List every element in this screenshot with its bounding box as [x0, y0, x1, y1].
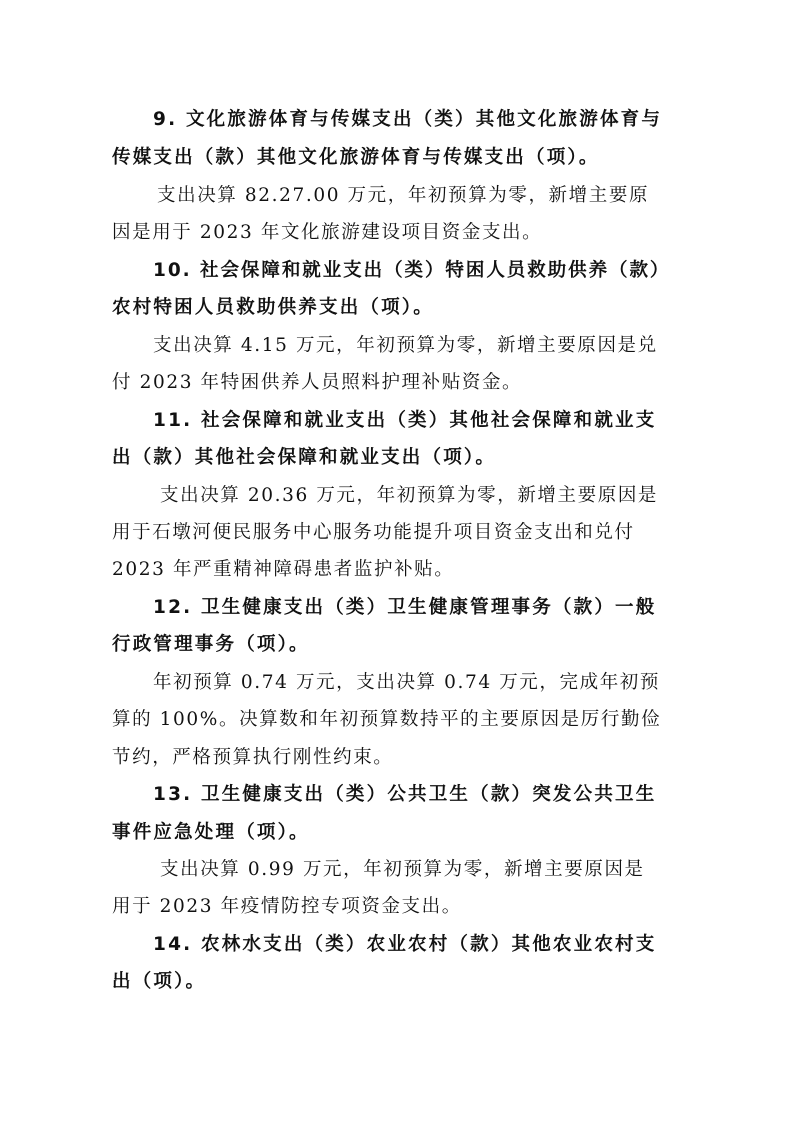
section-body-line: 节约，严格预算执行刚性约束。 [112, 747, 394, 768]
section-body-line: 用于石墩河便民服务中心服务功能提升项目资金支出和兑付 [112, 522, 635, 543]
section-heading-line: 9. 文化旅游体育与传媒支出（类）其他文化旅游体育与 [153, 109, 663, 130]
section-body-line: 因是用于 2023 年文化旅游建设项目资金支出。 [112, 222, 543, 243]
section-heading-line: 10. 社会保障和就业支出（类）特困人员救助供养（款） [153, 260, 671, 281]
section-heading-line: 事件应急处理（项）。 [112, 822, 310, 843]
section-heading-line: 13. 卫生健康支出（类）公共卫生（款）突发公共卫生 [153, 784, 657, 805]
section-body-line: 付 2023 年特困供养人员照料护理补贴资金。 [112, 372, 523, 393]
section-body-line: 支出决算 0.99 万元，年初预算为零，新增主要原因是 [160, 859, 645, 880]
section-body-line: 支出决算 20.36 万元，年初预算为零，新增主要原因是 [160, 485, 659, 506]
section-heading-line: 出（项）。 [112, 971, 207, 992]
section-heading-line: 出（款）其他社会保障和就业支出（项）。 [112, 447, 497, 468]
section-body-line: 支出决算 4.15 万元，年初预算为零，新增主要原因是兑 [153, 335, 658, 356]
section-heading-line: 11. 社会保障和就业支出（类）其他社会保障和就业支 [153, 410, 657, 431]
section-heading-line: 农村特困人员救助供养支出（项）。 [112, 297, 434, 318]
section-heading-line: 行政管理事务（项）。 [112, 634, 310, 655]
section-body-line: 用于 2023 年疫情防控专项资金支出。 [112, 896, 462, 917]
section-heading-line: 传媒支出（款）其他文化旅游体育与传媒支出（项）。 [112, 147, 600, 168]
section-heading-line: 12. 卫生健康支出（类）卫生健康管理事务（款）一般 [153, 597, 657, 618]
section-body-line: 2023 年严重精神障碍患者监护补贴。 [112, 559, 455, 580]
section-heading-line: 14. 农林水支出（类）农业农村（款）其他农业农村支 [153, 934, 657, 955]
section-body-line: 支出决算 82.27.00 万元，年初预算为零，新增主要原 [157, 185, 650, 206]
section-body-line: 年初预算 0.74 万元，支出决算 0.74 万元，完成年初预 [153, 672, 661, 693]
section-body-line: 算的 100%。决算数和年初预算数持平的主要原因是厉行勤俭 [112, 709, 662, 730]
